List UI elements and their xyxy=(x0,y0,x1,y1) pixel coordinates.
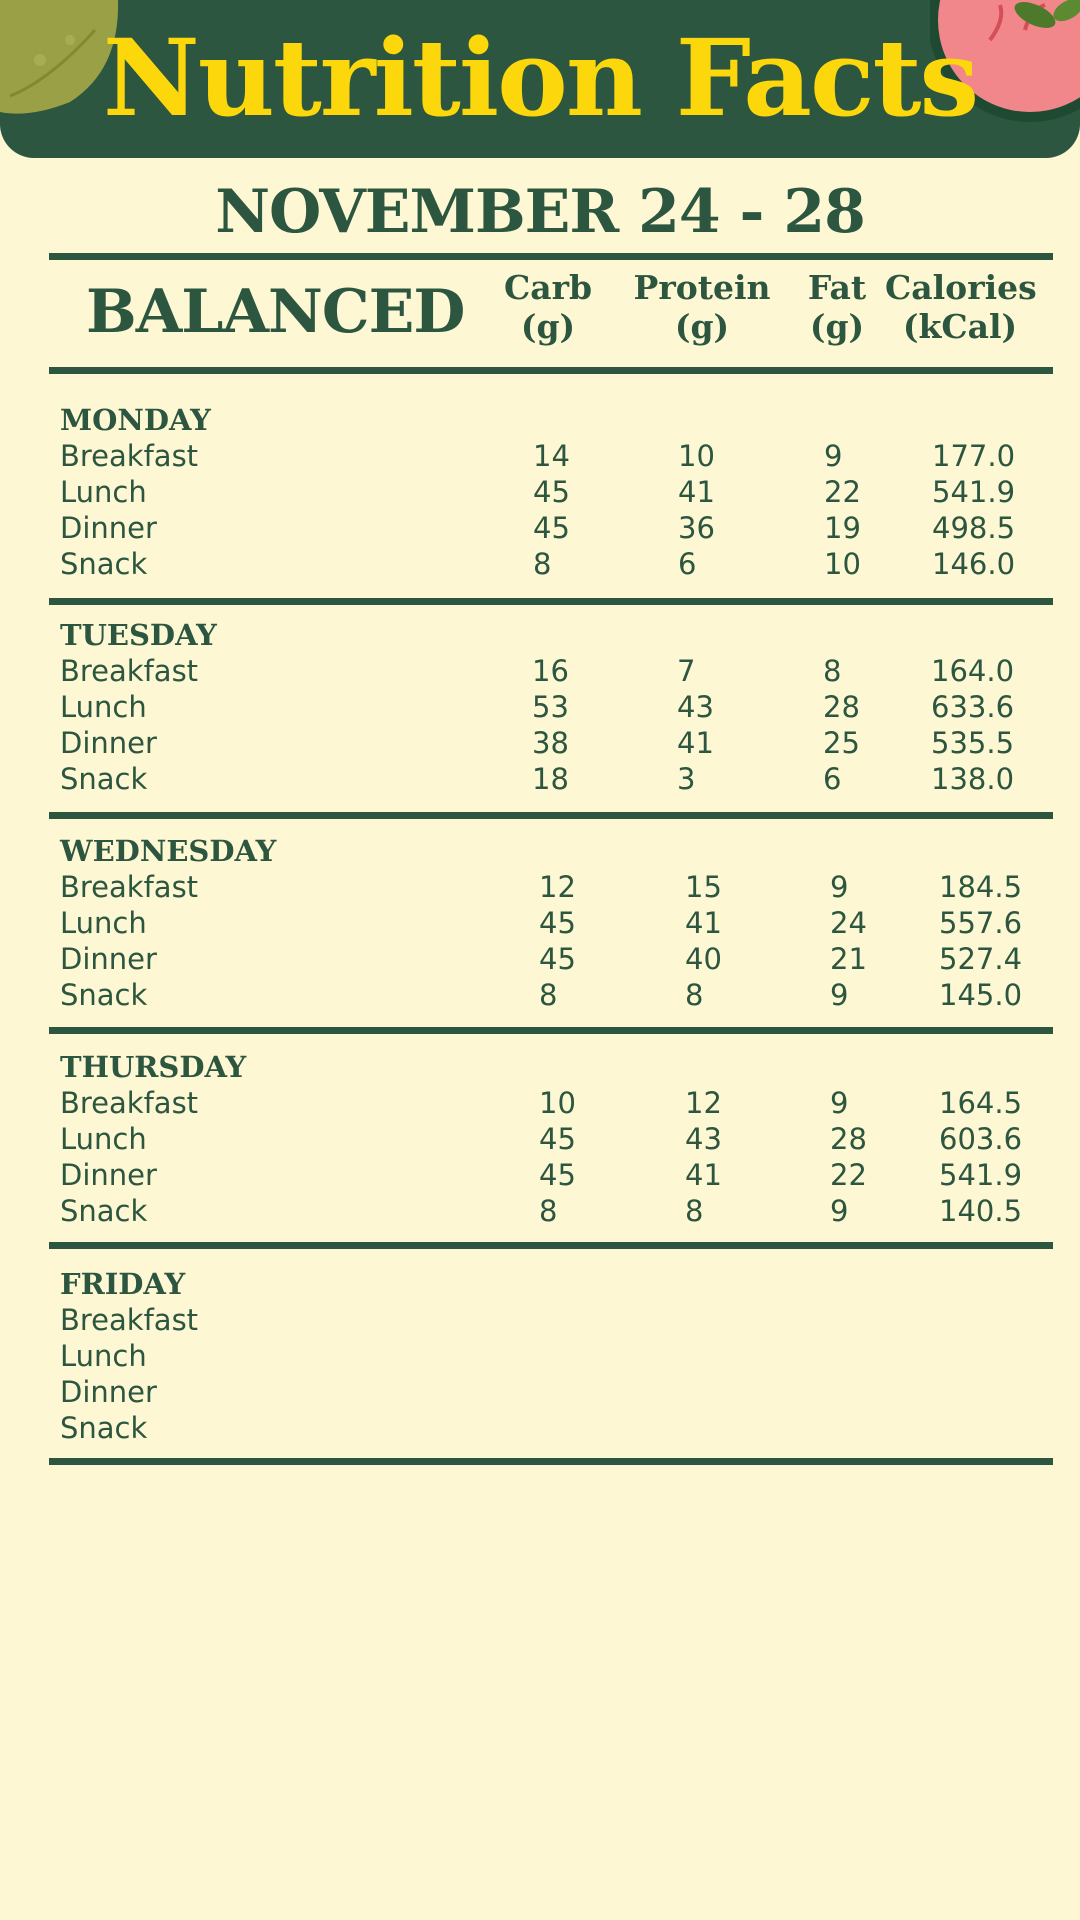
carb-value: 10 xyxy=(539,1086,576,1120)
table-row xyxy=(0,1085,1080,1121)
carb-value: 45 xyxy=(539,1122,576,1156)
meal-label: Breakfast xyxy=(60,654,199,688)
calories-value: 145.0 xyxy=(939,978,1023,1012)
protein-value: 15 xyxy=(685,870,722,904)
protein-value: 12 xyxy=(685,1086,722,1120)
carb-value: 45 xyxy=(539,942,576,976)
carb-value: 45 xyxy=(539,1158,576,1192)
meal-label: Dinner xyxy=(60,511,157,545)
table-row xyxy=(0,1157,1080,1193)
column-header-protein: Protein (g) xyxy=(633,268,771,346)
calories-value: 140.5 xyxy=(939,1194,1023,1228)
divider xyxy=(49,367,1053,374)
calories-value: 557.6 xyxy=(939,906,1023,940)
protein-value: 36 xyxy=(678,511,715,545)
fat-value: 25 xyxy=(823,726,860,760)
fat-value: 9 xyxy=(830,870,849,904)
meal-label: Lunch xyxy=(60,1339,147,1373)
meal-label: Breakfast xyxy=(60,870,199,904)
carb-value: 18 xyxy=(532,762,569,796)
protein-value: 7 xyxy=(677,654,696,688)
table-row xyxy=(0,438,1080,474)
meal-label: Breakfast xyxy=(60,1086,199,1120)
table-row xyxy=(0,1193,1080,1229)
calories-value: 138.0 xyxy=(931,762,1015,796)
fat-value: 22 xyxy=(830,1158,867,1192)
divider xyxy=(49,812,1053,819)
table-row xyxy=(0,689,1080,725)
calories-value: 541.9 xyxy=(939,1158,1023,1192)
calories-value: 164.5 xyxy=(939,1086,1023,1120)
meal-label: Lunch xyxy=(60,906,147,940)
page-title: Nutrition Facts xyxy=(102,15,978,140)
divider xyxy=(49,598,1053,605)
protein-value: 10 xyxy=(678,439,715,473)
protein-value: 41 xyxy=(678,475,715,509)
day-name: THURSDAY xyxy=(60,1050,247,1084)
fat-value: 9 xyxy=(830,1194,849,1228)
carb-value: 8 xyxy=(539,1194,558,1228)
protein-value: 43 xyxy=(677,690,714,724)
calories-value: 541.9 xyxy=(932,475,1016,509)
table-row xyxy=(0,474,1080,510)
carb-value: 45 xyxy=(533,475,570,509)
fat-value: 6 xyxy=(823,762,842,796)
table-row xyxy=(0,1338,1080,1374)
table-row xyxy=(0,725,1080,761)
fat-value: 28 xyxy=(823,690,860,724)
day-name: FRIDAY xyxy=(60,1267,186,1301)
carb-value: 8 xyxy=(533,547,552,581)
day-name: MONDAY xyxy=(60,403,211,437)
meal-label: Dinner xyxy=(60,1375,157,1409)
header-banner xyxy=(0,0,1080,158)
carb-value: 16 xyxy=(532,654,569,688)
protein-value: 40 xyxy=(685,942,722,976)
day-name: TUESDAY xyxy=(60,618,217,652)
divider xyxy=(49,1458,1053,1465)
day-name: WEDNESDAY xyxy=(60,834,277,868)
meal-label: Lunch xyxy=(60,1122,147,1156)
fat-value: 9 xyxy=(830,1086,849,1120)
carb-value: 12 xyxy=(539,870,576,904)
table-row xyxy=(0,977,1080,1013)
calories-value: 184.5 xyxy=(939,870,1023,904)
calories-value: 498.5 xyxy=(932,511,1016,545)
fat-value: 22 xyxy=(824,475,861,509)
fat-value: 24 xyxy=(830,906,867,940)
protein-value: 3 xyxy=(677,762,696,796)
table-row xyxy=(0,546,1080,582)
meal-label: Snack xyxy=(60,1411,148,1445)
protein-value: 41 xyxy=(685,906,722,940)
meal-label: Dinner xyxy=(60,942,157,976)
protein-value: 8 xyxy=(685,1194,704,1228)
table-row xyxy=(0,1374,1080,1410)
calories-value: 603.6 xyxy=(939,1122,1023,1156)
fat-value: 21 xyxy=(830,942,867,976)
meal-label: Breakfast xyxy=(60,439,199,473)
table-row xyxy=(0,1410,1080,1446)
meal-label: Breakfast xyxy=(60,1303,199,1337)
calories-value: 146.0 xyxy=(932,547,1016,581)
divider xyxy=(49,253,1053,260)
meal-label: Lunch xyxy=(60,475,147,509)
column-header-fat: Fat (g) xyxy=(807,268,867,346)
fat-value: 19 xyxy=(824,511,861,545)
protein-value: 41 xyxy=(685,1158,722,1192)
calories-value: 177.0 xyxy=(932,439,1016,473)
protein-value: 8 xyxy=(685,978,704,1012)
meal-label: Snack xyxy=(60,978,148,1012)
table-row xyxy=(0,941,1080,977)
carb-value: 14 xyxy=(533,439,570,473)
date-range: NOVEMBER 24 - 28 xyxy=(215,177,865,247)
fat-value: 8 xyxy=(823,654,842,688)
carb-value: 45 xyxy=(533,511,570,545)
carb-value: 8 xyxy=(539,978,558,1012)
table-row xyxy=(0,653,1080,689)
calories-value: 535.5 xyxy=(931,726,1015,760)
table-row xyxy=(0,761,1080,797)
fat-value: 28 xyxy=(830,1122,867,1156)
column-header-carb: Carb (g) xyxy=(503,268,593,346)
divider xyxy=(49,1242,1053,1249)
table-row xyxy=(0,510,1080,546)
protein-value: 43 xyxy=(685,1122,722,1156)
table-row xyxy=(0,1121,1080,1157)
protein-value: 6 xyxy=(678,547,697,581)
table-row xyxy=(0,1302,1080,1338)
meal-label: Snack xyxy=(60,547,148,581)
fat-value: 9 xyxy=(830,978,849,1012)
calories-value: 633.6 xyxy=(931,690,1015,724)
meal-label: Lunch xyxy=(60,690,147,724)
carb-value: 38 xyxy=(532,726,569,760)
meal-label: Snack xyxy=(60,1194,148,1228)
calories-value: 527.4 xyxy=(939,942,1023,976)
meal-label: Snack xyxy=(60,762,148,796)
meal-label: Dinner xyxy=(60,1158,157,1192)
plan-name: BALANCED xyxy=(86,277,465,347)
divider xyxy=(49,1027,1053,1034)
column-header-calories: Calories (kCal) xyxy=(885,268,1037,346)
calories-value: 164.0 xyxy=(931,654,1015,688)
carb-value: 53 xyxy=(532,690,569,724)
fat-value: 10 xyxy=(824,547,861,581)
table-row xyxy=(0,905,1080,941)
table-row xyxy=(0,869,1080,905)
fat-value: 9 xyxy=(824,439,843,473)
meal-label: Dinner xyxy=(60,726,157,760)
carb-value: 45 xyxy=(539,906,576,940)
protein-value: 41 xyxy=(677,726,714,760)
